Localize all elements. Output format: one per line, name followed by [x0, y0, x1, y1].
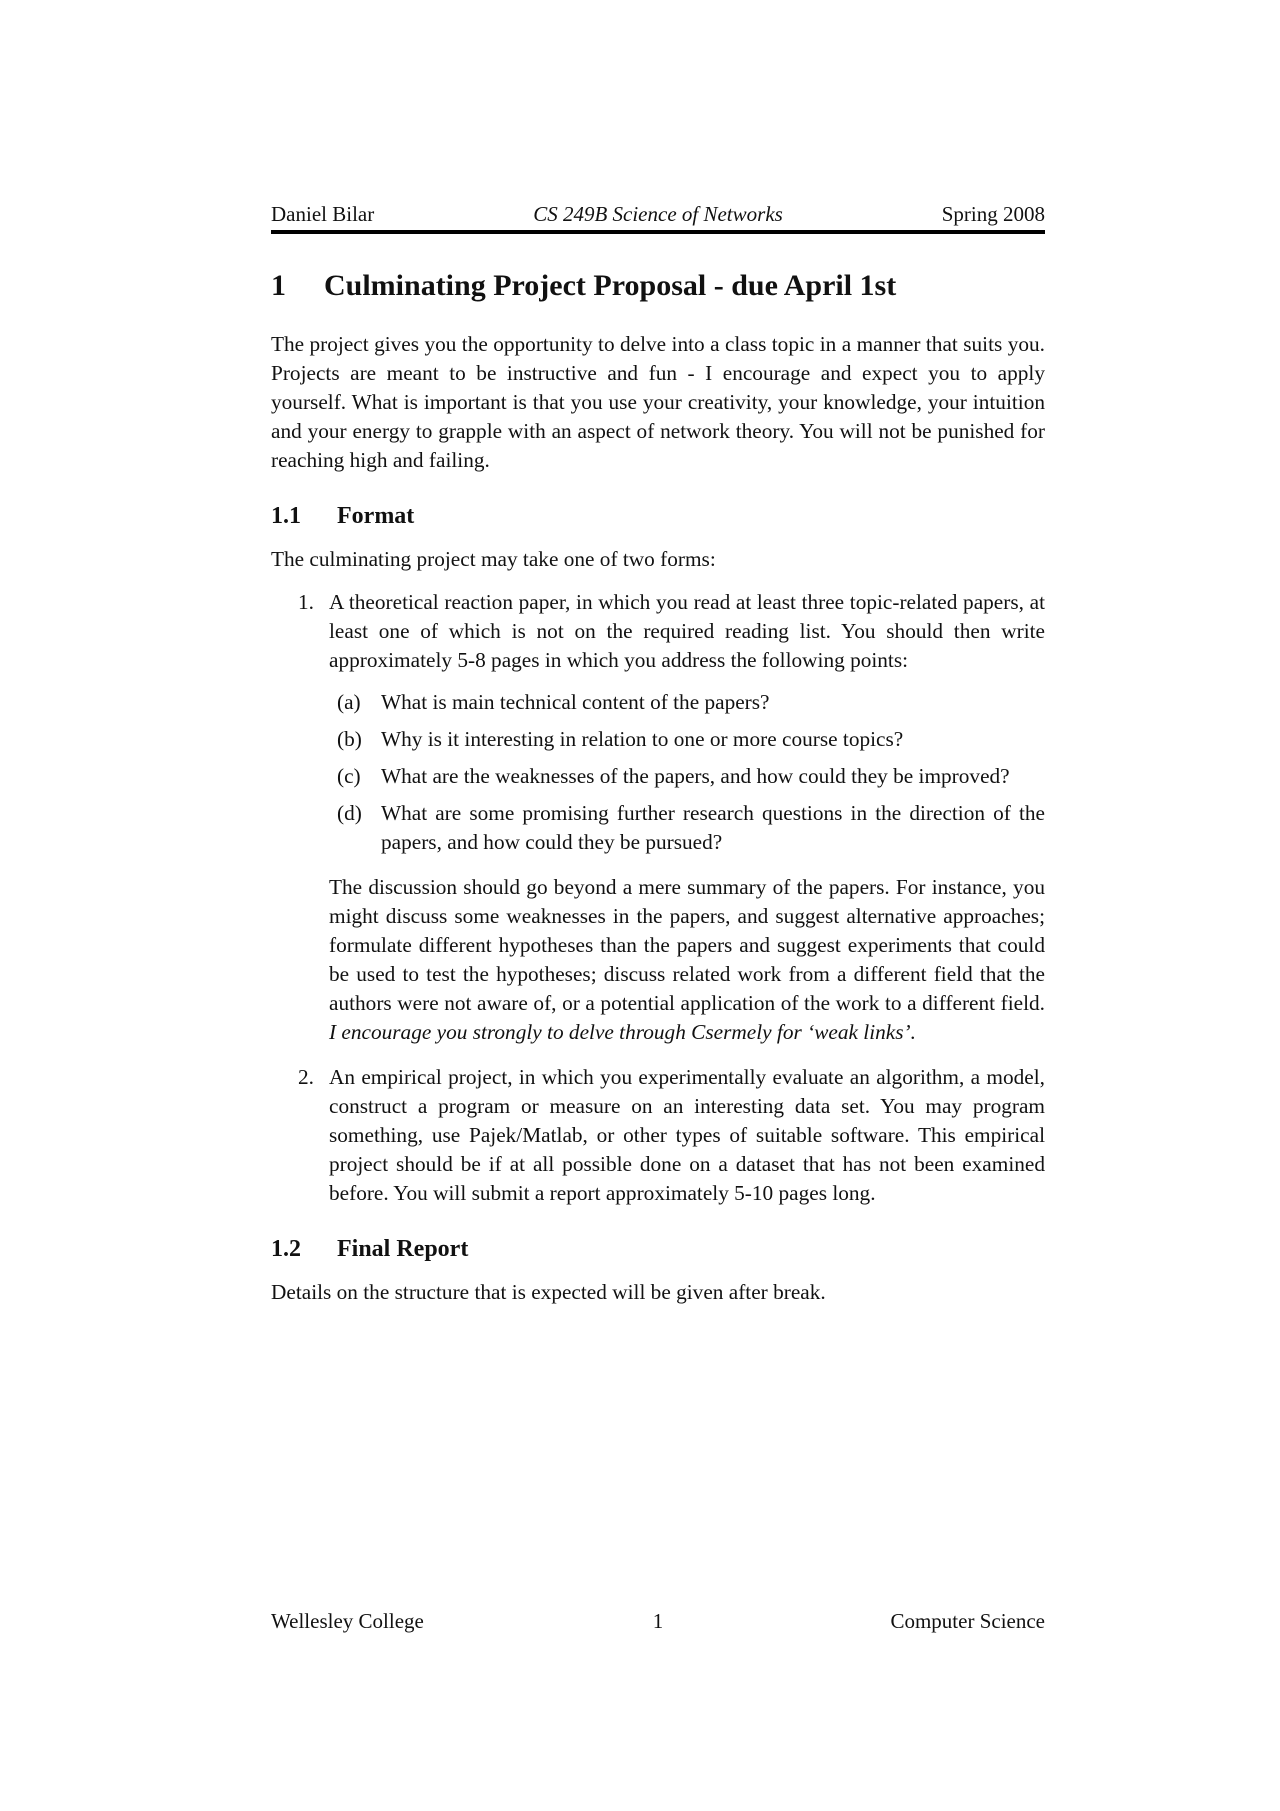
header-course: CS 249B Science of Networks — [533, 202, 783, 226]
discussion-text: The discussion should go beyond a mere summary of the papers. For instance, you might discuss some weaknesses in the papers, and suggest alternative approaches; formulate different hypotheses than the papers and suggest experiments that could be used to test the hypotheses; discuss related work from a different field that the authors were not aware of, or a potential application of the work to a different field. — [329, 875, 1045, 1015]
document-page — [271, 0, 1045, 1811]
list-marker: (b) — [337, 727, 362, 751]
section-heading — [271, 268, 1045, 304]
list-item-text: Why is it interesting in relation to one or more course topics? — [381, 727, 904, 751]
section-number: 1 — [271, 269, 286, 302]
list-marker: (c) — [337, 764, 361, 788]
list-item — [329, 725, 1045, 754]
running-footer — [271, 1609, 1045, 1633]
page-number: 1 — [652, 1609, 664, 1633]
section-title: Culminating Project Proposal - due April 1st — [324, 269, 897, 302]
list-marker: 2. — [298, 1065, 314, 1089]
list-item — [329, 688, 1045, 717]
list-item-text: What are the weaknesses of the papers, and how could they be improved? — [381, 764, 1010, 788]
list-item-text: What are some promising further research questions in the direction of the papers, and how could they be pursued? — [381, 801, 1045, 854]
subsection-heading-final-report — [271, 1234, 1045, 1264]
list-item-text: An empirical project, in which you experimentally evaluate an algorithm, a model, construct a program or measure on an interesting data set. You may program something, use Pajek/Matlab, or other types of suitable software. This empirical project should be if at all possible done on a dataset that has not been examined before. You will submit a report approximately 5-10 pages long. — [329, 1065, 1045, 1205]
document-body — [271, 268, 1045, 1307]
subsection-number: 1.2 — [271, 1236, 301, 1262]
list-marker: 1. — [298, 590, 314, 614]
list-item — [329, 762, 1045, 791]
format-lead: The culminating project may take one of two forms: — [271, 547, 716, 571]
list-item — [271, 1063, 1045, 1208]
intro-paragraph: The project gives you the opportunity to delve into a class topic in a manner that suits you. Projects are meant to be instructive and fun - I encourage and expect you to apply yourself. What is important is that you use your creativity, your knowledge, your intuition and your energy to grapple with an aspect of network theory. You will not be punished for reaching high and failing. — [271, 332, 1045, 472]
final-report-text: Details on the structure that is expected will be given after break. — [271, 1280, 826, 1304]
subsection-title: Final Report — [337, 1236, 469, 1262]
list-item-text: What is main technical content of the papers? — [381, 690, 770, 714]
list-marker: (d) — [337, 801, 362, 825]
subsection-heading-format — [271, 501, 1045, 531]
form-list — [271, 588, 1045, 1208]
list-marker: (a) — [337, 690, 361, 714]
points-list — [329, 688, 1045, 857]
list-item — [329, 799, 1045, 857]
discussion-paragraph — [329, 873, 1045, 1047]
header-term: Spring 2008 — [941, 202, 1045, 226]
subsection-number: 1.1 — [271, 503, 301, 529]
footer-institution: Wellesley College — [271, 1609, 424, 1633]
footer-department: Computer Science — [890, 1609, 1045, 1633]
list-item-text: A theoretical reaction paper, in which you read at least three topic-related papers, at least one of which is not on the required reading list. You should then write approximately 5-8 pages in which you address the following points: — [329, 590, 1045, 672]
subsection-title: Format — [337, 503, 415, 529]
running-header — [271, 202, 1045, 226]
header-rule — [271, 230, 1045, 234]
list-item — [271, 588, 1045, 1047]
header-author: Daniel Bilar — [271, 202, 375, 226]
discussion-emphasis: I encourage you strongly to delve through Csermely for ‘weak links’. — [329, 1020, 916, 1044]
